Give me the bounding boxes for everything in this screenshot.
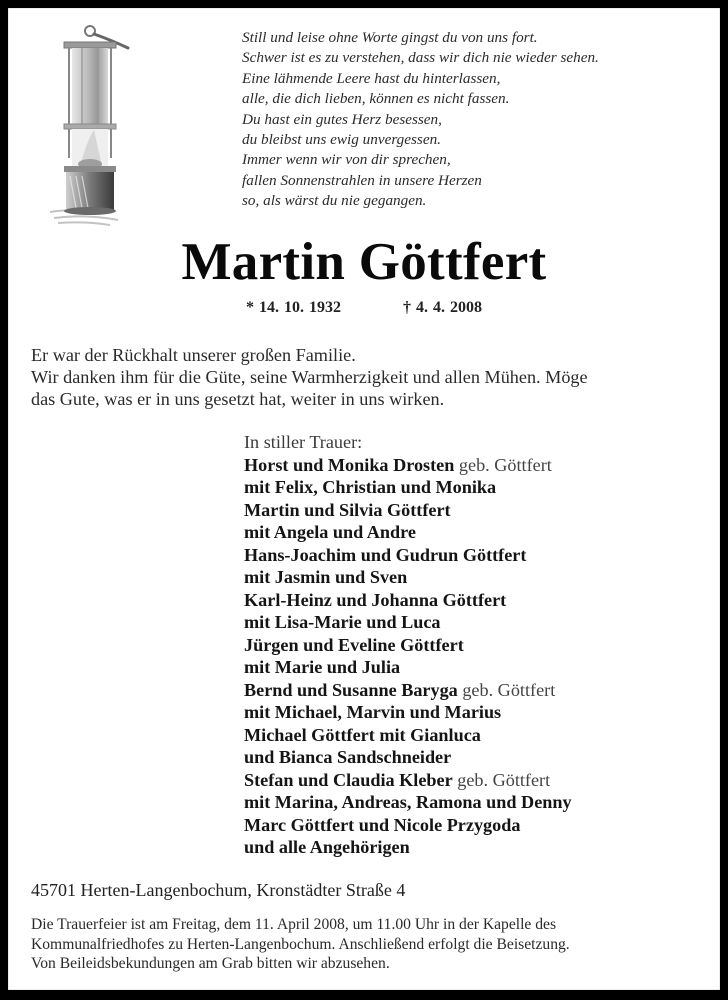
poem-line: Immer wenn wir von dir sprechen, (242, 151, 451, 169)
funeral-info (31, 915, 716, 974)
mourner-name: Bernd und Susanne Baryga (244, 679, 458, 700)
mourner-name: Martin und Silvia Göttfert (244, 499, 451, 520)
mourner-line (244, 814, 714, 837)
mourner-name: Karl-Heinz und Johanna Göttfert (244, 589, 507, 610)
mourner-name: und alle Angehörigen (244, 837, 410, 857)
mourner-name: mit Lisa-Marie und Luca (244, 612, 441, 632)
obituary-notice (8, 8, 720, 990)
mourner-name: Marc Göttfert und Nicole Przygoda (244, 814, 521, 835)
death-cross-icon: † (403, 299, 411, 316)
poem-line: Schwer ist es zu verstehen, dass wir dich nie wieder sehen. (242, 49, 599, 67)
family-address: 45701 Herten-Langenbochum, Kronstädter Straße 4 (31, 880, 406, 900)
mourner-name: mit Marina, Andreas, Ramona und Denny (244, 792, 572, 812)
poem-line: Du hast ein gutes Herz besessen, (242, 110, 442, 128)
mourner-name: Hans-Joachim und Gudrun Göttfert (244, 544, 527, 565)
mourner-line (244, 611, 714, 634)
mourner-line (244, 791, 714, 814)
mourner-line (244, 769, 714, 792)
mourner-line (244, 544, 714, 567)
deceased-name: Martin Göttfert (181, 233, 547, 291)
mourner-line (244, 724, 714, 747)
mourner-name: mit Angela und Andre (244, 522, 416, 542)
birth-date: 14. 10. 1932 (259, 299, 341, 316)
mourner-name: Horst und Monika Drosten (244, 454, 455, 475)
mourner-name: und Bianca Sandschneider (244, 747, 452, 767)
miners-lamp-icon (36, 18, 146, 226)
intro-line: Wir danken ihm für die Güte, seine Warmherzigkeit und allen Mühen. Möge (31, 367, 588, 387)
poem-line: du bleibst uns ewig unvergessen. (242, 130, 441, 148)
mourner-name: mit Felix, Christian und Monika (244, 477, 497, 497)
death-date: 4. 4. 2008 (416, 299, 482, 316)
mourner-line (244, 476, 714, 499)
mourner-name: mit Marie und Julia (244, 657, 401, 677)
mourner-line (244, 499, 714, 522)
mourners-list (244, 431, 714, 859)
maiden-name: geb. Göttfert (454, 454, 552, 475)
birth-star-icon: * (246, 299, 254, 316)
mourner-line (244, 454, 714, 477)
intro-line: Er war der Rückhalt unserer großen Familie. (31, 345, 356, 365)
poem-line: Eine lähmende Leere hast du hinterlassen, (242, 69, 501, 87)
funeral-info-line: Kommunalfriedhofes zu Herten-Langenbochum. Anschließend erfolgt die Beisetzung. (31, 935, 570, 953)
mourner-line (244, 679, 714, 702)
mourner-line (244, 566, 714, 589)
mourner-line (244, 521, 714, 544)
mourner-line (244, 836, 714, 859)
mourner-line (244, 746, 714, 769)
memorial-poem (242, 28, 712, 212)
poem-line: alle, die dich lieben, können es nicht fassen. (242, 90, 510, 108)
maiden-name: geb. Göttfert (452, 769, 551, 790)
intro-paragraph (31, 344, 716, 410)
mourner-name: mit Michael, Marvin und Marius (244, 702, 502, 722)
poem-line: Still und leise ohne Worte gingst du von uns fort. (242, 29, 538, 46)
mourner-line (244, 634, 714, 657)
funeral-info-line: Von Beileidsbekundungen am Grab bitten wir abzusehen. (31, 955, 390, 973)
mourner-name: Stefan und Claudia Kleber (244, 769, 453, 790)
life-dates (8, 298, 720, 318)
intro-line: das Gute, was er in uns gesetzt hat, weiter in uns wirken. (31, 389, 445, 409)
maiden-name: geb. Göttfert (457, 679, 556, 700)
funeral-info-line: Die Trauerfeier ist am Freitag, dem 11. April 2008, um 11.00 Uhr in der Kapelle des (31, 916, 557, 933)
mourner-line (244, 589, 714, 612)
mourners-heading: In stiller Trauer: (244, 432, 363, 452)
mourner-name: Jürgen und Eveline Göttfert (244, 634, 464, 655)
mourner-name: mit Jasmin und Sven (244, 567, 408, 587)
mourner-line (244, 656, 714, 679)
mourner-name: Michael Göttfert mit Gianluca (244, 724, 481, 745)
poem-line: fallen Sonnenstrahlen in unsere Herzen (242, 171, 482, 189)
poem-line: so, als wärst du nie gegangen. (242, 192, 427, 210)
mourner-line (244, 701, 714, 724)
